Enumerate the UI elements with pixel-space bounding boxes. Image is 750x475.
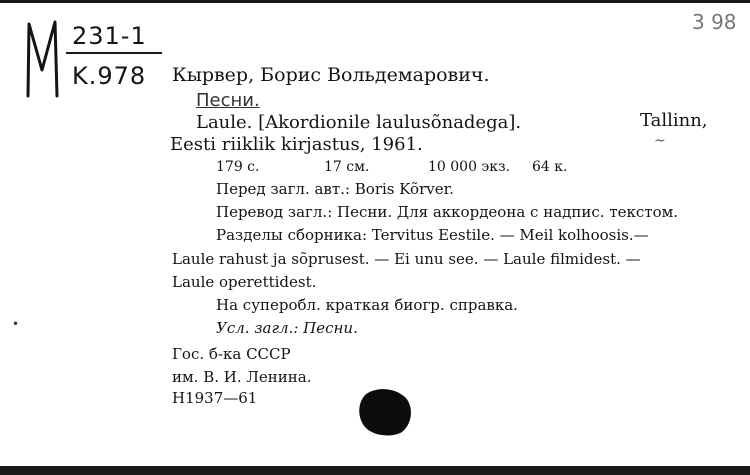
place: Tallinn,: [640, 110, 708, 131]
ink-blot: [356, 386, 414, 438]
title-line-1: Laule. [Akordionile laulusõnadega].: [196, 112, 522, 133]
contents-line-2: Laule rahust ja sõprusest. — Ei unu see. — Laule filmidest. —: [172, 250, 641, 268]
corner-mark: 3 98: [692, 10, 737, 34]
author-note: Перед загл. авт.: Boris Kõrver.: [216, 180, 454, 198]
card-number: H1937—61: [172, 389, 258, 407]
size: 17 см.: [324, 159, 370, 175]
pages: 179 с.: [216, 159, 260, 175]
shelfmark-letter: [22, 18, 62, 98]
shelfmark-rule: [66, 52, 162, 54]
uniform-title: Песни.: [196, 90, 260, 111]
heading-author: Кырвер, Борис Вольдемарович.: [172, 64, 490, 86]
bottom-border: [0, 466, 750, 475]
conventional-title: Усл. загл.: Песни.: [216, 319, 358, 337]
copies: 10 000 экз.: [428, 159, 511, 175]
cover-note: На суперобл. краткая биогр. справка.: [216, 296, 518, 314]
library-line-2: им. В. И. Ленина.: [172, 368, 312, 386]
price: 64 к.: [532, 159, 568, 175]
stray-mark: ~: [654, 133, 666, 149]
translation-note: Перевод загл.: Песни. Для аккордеона с надпис. текстом.: [216, 203, 679, 221]
title-line-2: Eesti riiklik kirjastus, 1961.: [170, 134, 423, 155]
shelfmark-bottom: K.978: [72, 62, 147, 90]
library-line-1: Гос. б-ка СССР: [172, 345, 291, 363]
stray-dot: •: [12, 317, 20, 331]
top-border: [0, 0, 750, 3]
contents-line-3: Laule operettidest.: [172, 273, 317, 291]
shelfmark-top: 231-1: [72, 22, 147, 50]
contents-line-1: Разделы сборника: Tervitus Eestile. — Meil kolhoosis.—: [216, 226, 649, 244]
